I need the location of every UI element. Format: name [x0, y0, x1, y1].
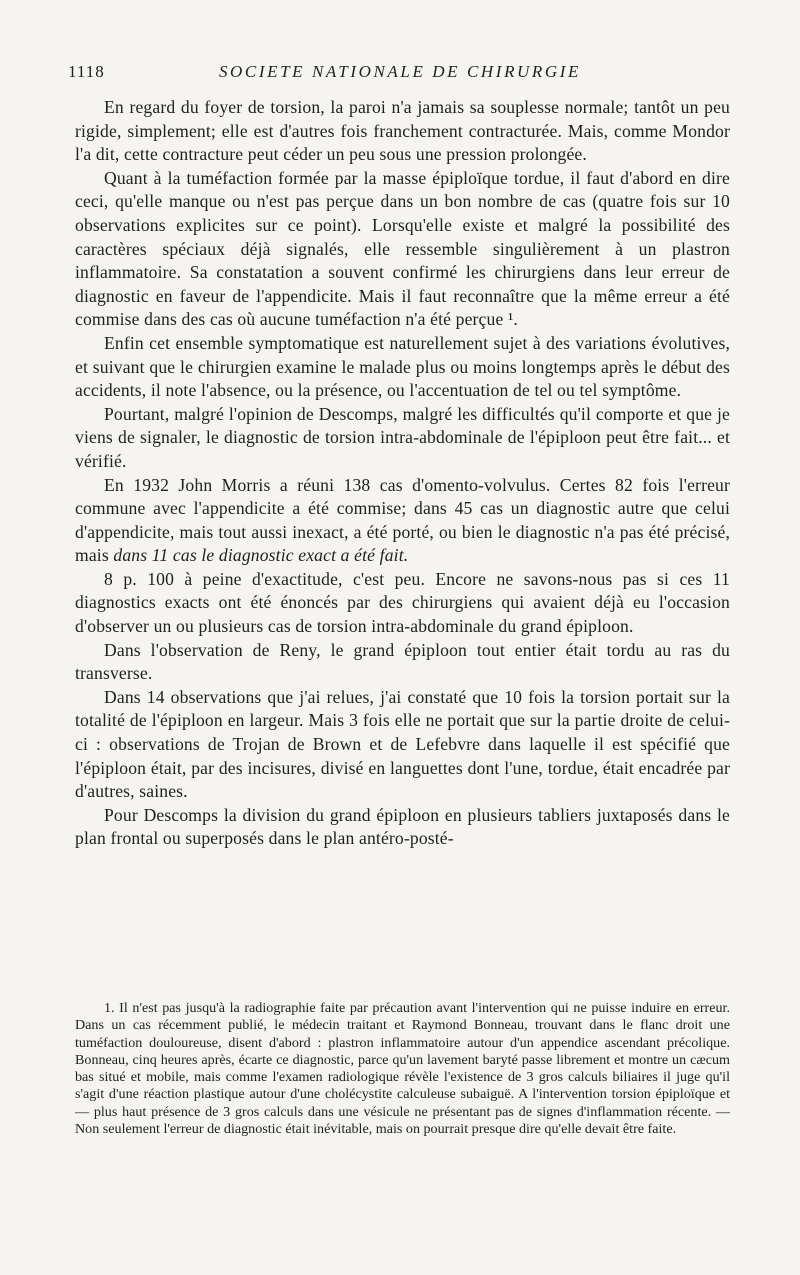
- paragraph: Dans l'observation de Reny, le grand épiploon tout entier était tordu au ras du transverse.: [75, 639, 730, 684]
- paragraph: Dans 14 observations que j'ai relues, j'ai constaté que 10 fois la torsion portait sur la totalité de l'épiploon en largeur. Mais 3 fois elle ne portait que sur la partie droite de celui-ci : observations de Trojan de Brown et de Lefebvre dans laquelle il est spécifié que l'épiploon était, par des incisures, divisé en languettes dont l'une, tordue, était encadrée par d'autres, saines.: [75, 686, 730, 802]
- paragraph: Pour Descomps la division du grand épiploon en plusieurs tabliers juxtaposés dans le plan frontal ou superposés dans le plan antéro-posté-: [75, 804, 730, 849]
- paragraph: 8 p. 100 à peine d'exactitude, c'est peu. Encore ne savons-nous pas si ces 11 diagnostics exacts ont été énoncés par des chirurgiens qui avaient déjà eu l'occasion d'observer un ou plusieurs cas de torsion intra-abdominale du grand épiploon.: [75, 568, 730, 637]
- running-title: SOCIETE NATIONALE DE CHIRURGIE: [218, 62, 582, 81]
- paragraph-morris: [75, 474, 730, 568]
- footnotes: [75, 1000, 730, 1138]
- paragraph: Enfin cet ensemble symptomatique est naturellement sujet à des variations évolutives, et suivant que le chirurgien examine le malade plus ou moins longtemps après le début des accidents, il note l'absence, ou la présence, ou l'accentuation de tel ou tel symptôme.: [75, 332, 730, 401]
- page-number: 1118: [68, 62, 105, 81]
- footnote: 1. Il n'est pas jusqu'à la radiographie faite par précaution avant l'intervention qui ne puisse induire en erreur. Dans un cas récemment publié, le médecin traitant et Raymond Bonneau, trouvant dans le flanc droit une tuméfaction douloureuse, disent d'abord : plastron inflammatoire autour d'un appendice ascendant précolique. Bonneau, cinq heures après, écarte ce diagnostic, parce qu'un lavement baryté passe librement et montre un cæcum bas situé et mobile, mais comme l'examen radiologique révèle l'existence de 3 gros calculs biliaires il juge qu'il s'agit d'une réaction plastique autour d'une cholécystite calculeuse subaiguë. A l'intervention torsion épiploïque et — plus haut présence de 3 gros calculs dans une vésicule ne présentant pas de signes d'inflammation récente. — Non seulement l'erreur de diagnostic était inévitable, mais on pourrait presque dire qu'elle devait être faite.: [75, 1000, 730, 1138]
- body-text: [75, 96, 730, 851]
- paragraph-text: En 1932 John Morris a réuni 138 cas d'omento-volvulus. Certes 82 fois l'erreur commune avec l'appendicite a été commise; dans 45 cas un diagnostic autre que celui d'appendicite, mais tout aussi inexact, a été porté, ou bien le diagnostic n'a pas été précisé, mais: [75, 474, 730, 566]
- page-header: [68, 62, 732, 88]
- paragraph: En regard du foyer de torsion, la paroi n'a jamais sa souplesse normale; tantôt un peu rigide, simplement; elle est d'autres fois franchement contracturée. Mais, comme Mondor l'a dit, cette contracture peut céder un peu sous une pression prolongée.: [75, 97, 730, 165]
- paragraph: Quant à la tuméfaction formée par la masse épiploïque tordue, il faut d'abord en dire ceci, qu'elle manque ou n'est pas perçue dans un bon nombre de cas (quatre fois sur 10 observations explicites sur ce point). Lorsqu'elle existe et malgré la possibilité des caractères spéciaux déjà signalés, elle ressemble singulièrement à un plastron inflammatoire. Sa constatation a souvent confirmé les chirurgiens dans leur erreur de diagnostic en faveur de l'appendicite. Mais il faut reconnaître que la même erreur a été commise dans des cas où aucune tuméfaction n'a été perçue ¹.: [75, 167, 730, 330]
- italic-emphasis: dans 11 cas le diagnostic exact a été fait.: [113, 545, 409, 566]
- paragraph: Pourtant, malgré l'opinion de Descomps, malgré les difficultés qu'il comporte et que je viens de signaler, le diagnostic de torsion intra-abdominale de l'épiploon peut être fait... et vérifié.: [75, 403, 730, 471]
